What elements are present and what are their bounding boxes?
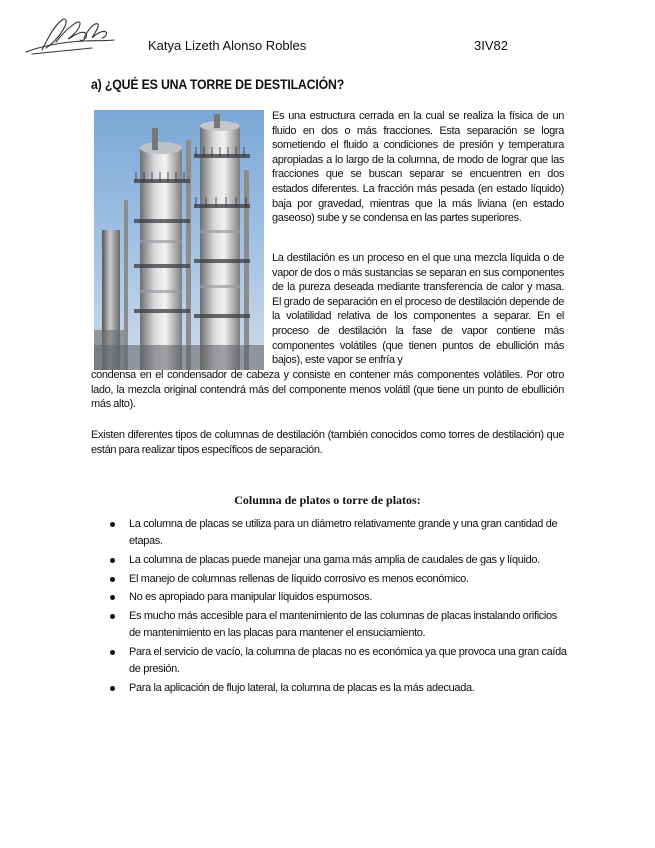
paragraph-distillation: La destilación es un proceso en el que una mezcla líquida o de vapor de dos o más sustancias se separan en sus componentes de la pureza deseada mediante transferencia de calor y masa. El grado de separación en el proceso de destilación depende de la volatilidad relativa de los componentes a separar. En el proceso de destilación la fase de vapor contiene más componentes volátiles (que tienen puntos de ebullición más bajos), este vapor se enfría y — [272, 252, 564, 367]
paragraph-column-types: Existen diferentes tipos de columnas de destilación (también conocidos como torres de destilación) que están para realizar tipos específicos de separación. — [91, 429, 564, 456]
list-item: La columna de placas se utiliza para un diámetro relativamente grande y una gran cantidad de etapas. — [108, 516, 568, 550]
paragraph-distillation-continued: condensa en el condensador de cabeza y consiste en contener más componentes volátiles. Por otro lado, la mezcla original contendrá más del componente menos volátil (que tiene un punto de ebullición más alto). — [91, 369, 564, 411]
bullet-icon — [110, 577, 115, 582]
list-item: Para la aplicación de flujo lateral, la columna de placas es la más adecuada. — [108, 680, 568, 697]
list-item: Es mucho más accesible para el mantenimiento de las columnas de placas instalando orificios de mantenimiento en las placas para mantener el ensuciamiento. — [108, 608, 568, 642]
distillation-tower-photo — [94, 110, 264, 370]
list-item: No es apropiado para manipular líquidos espumosos. — [108, 589, 568, 606]
list-item: Para el servicio de vacío, la columna de placas no es económica ya que provoca una gran caída de presión. — [108, 644, 568, 678]
bullet-list — [108, 516, 568, 699]
bullet-icon — [110, 522, 115, 527]
section-title: a) ¿QUÉ ES UNA TORRE DE DESTILACIÓN? — [91, 76, 345, 92]
bullet-icon — [110, 686, 115, 691]
group-code: 3IV82 — [474, 38, 508, 53]
bullet-icon — [110, 650, 115, 655]
bullet-icon — [110, 614, 115, 619]
bullet-icon — [110, 595, 115, 600]
signature-image — [22, 12, 122, 60]
subheading-plate-column: Columna de platos o torre de platos: — [234, 493, 421, 507]
paragraph-definition: Es una estructura cerrada en la cual se realiza la física de un fluido en dos o más fracciones. Esta separación se logra sometiendo el fluido a condiciones de presión y temperatura apropiadas a lo largo de la columna, de modo de lograr que las fracciones que se buscan separar se encuentren en dos estados diferentes. La fracción más pesada (en estado líquido) baja por gravedad, mientras que la más liviana (en estado gaseoso) sube y se condensa en las partes superiores. — [272, 110, 564, 225]
author-name: Katya Lizeth Alonso Robles — [148, 38, 307, 53]
list-item: El manejo de columnas rellenas de líquido corrosivo es menos económico. — [108, 571, 568, 588]
list-item: La columna de placas puede manejar una gama más amplia de caudales de gas y líquido. — [108, 552, 568, 569]
bullet-icon — [110, 558, 115, 563]
